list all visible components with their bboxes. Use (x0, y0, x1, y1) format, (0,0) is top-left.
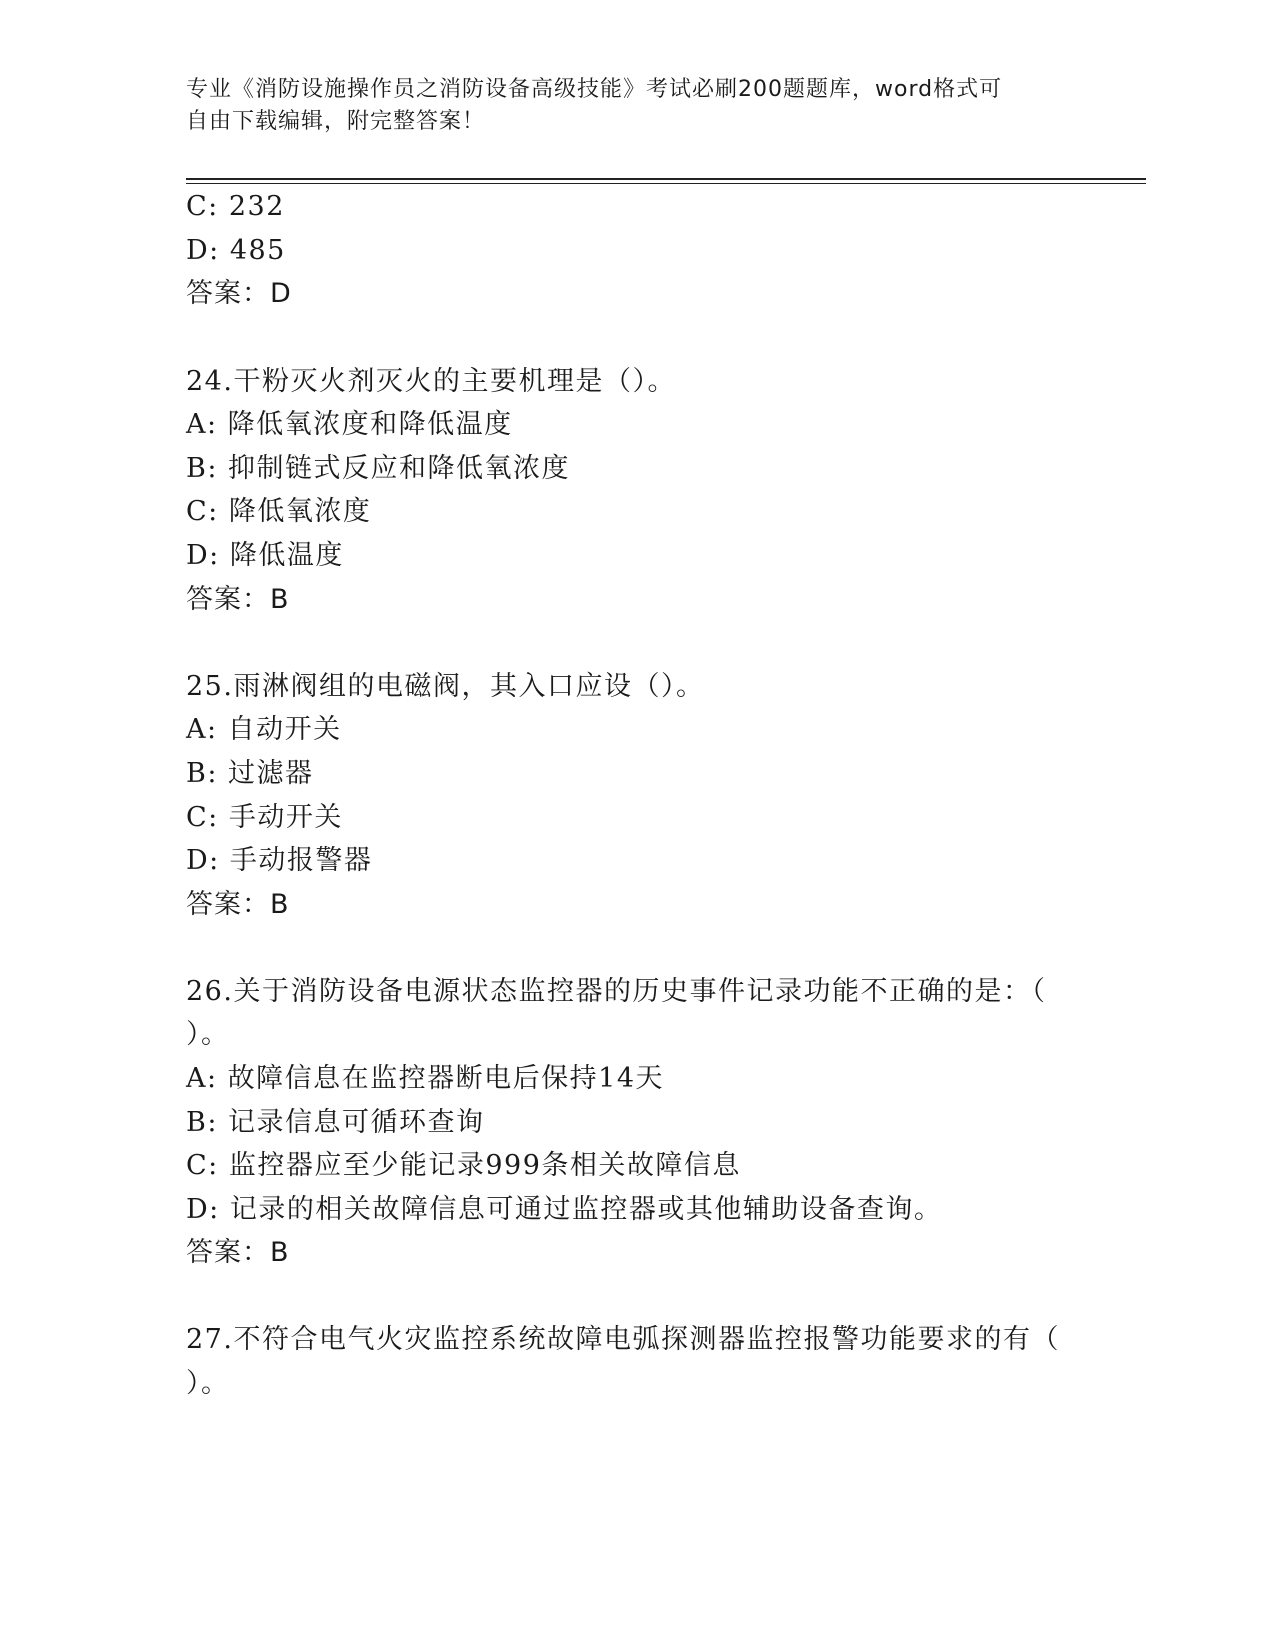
q27-question-cont: ）。 (186, 1368, 230, 1399)
q25-option-a: A: 自动开关 (186, 714, 342, 745)
q26-option-a: A: 故障信息在监控器断电后保持14天 (186, 1063, 665, 1094)
q23-answer: 答案：D (186, 278, 292, 309)
q24-answer: 答案：B (186, 584, 290, 615)
q24-question: 24.干粉灭火剂灭火的主要机理是（）。 (186, 366, 676, 397)
q25-question: 25.雨淋阀组的电磁阀，其入口应设（）。 (186, 671, 705, 702)
q25-option-c: C: 手动开关 (186, 802, 343, 833)
header-divider-thin (186, 183, 1146, 184)
q23-option-c: C: 232 (186, 191, 285, 222)
q26-question-cont: ）。 (186, 1019, 230, 1050)
q26-option-d: D: 记录的相关故障信息可通过监控器或其他辅助设备查询。 (186, 1194, 943, 1225)
header-divider-thick (186, 178, 1146, 180)
q24-option-c: C: 降低氧浓度 (186, 496, 372, 527)
q25-option-d: D: 手动报警器 (186, 845, 373, 876)
q25-answer: 答案：B (186, 889, 290, 920)
q24-option-d: D: 降低温度 (186, 540, 344, 571)
document-header: 专业《消防设施操作员之消防设备高级技能》考试必刷200题题库，word格式可 自由下载编辑，附完整答案！ (186, 77, 1003, 134)
q26-answer: 答案：B (186, 1237, 290, 1268)
q26-option-c: C: 监控器应至少能记录999条相关故障信息 (186, 1150, 741, 1181)
q23-option-d: D: 485 (186, 235, 286, 266)
q26-question: 26.关于消防设备电源状态监控器的历史事件记录功能不正确的是：（ (186, 976, 1047, 1007)
q25-option-b: B: 过滤器 (186, 758, 314, 789)
q26-option-b: B: 记录信息可循环查询 (186, 1107, 485, 1138)
q24-option-b: B: 抑制链式反应和降低氧浓度 (186, 453, 571, 484)
q24-option-a: A: 降低氧浓度和降低温度 (186, 409, 513, 440)
q27-question: 27.不符合电气火灾监控系统故障电弧探测器监控报警功能要求的有（ (186, 1324, 1060, 1355)
